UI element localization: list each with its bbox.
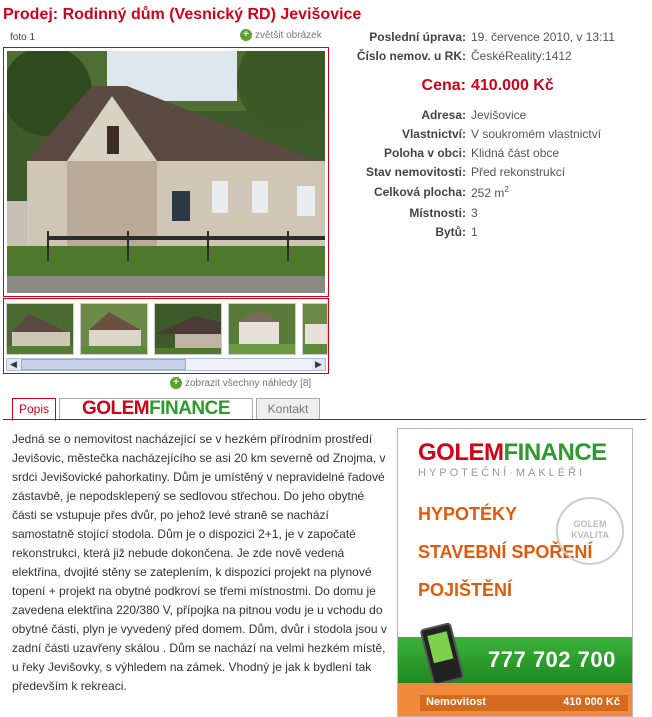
zoom-image-link[interactable]	[240, 29, 322, 41]
info-label: Poloha v obci:	[383, 146, 466, 160]
ad-brand-red: GOLEM	[418, 439, 504, 466]
info-label: Místnosti:	[409, 206, 466, 220]
thumbnail-5[interactable]	[302, 303, 328, 355]
golem-finance-ad[interactable]	[397, 428, 633, 717]
page-title: Prodej: Rodinný dům (Vesnický RD) Jevišovice	[3, 6, 362, 23]
info-ownership	[336, 127, 646, 143]
info-value: ČeskéReality:1412	[471, 49, 572, 63]
price-label: Cena:	[421, 77, 466, 94]
ad-item-pojisteni: POJIŠTĚNÍ	[418, 580, 513, 600]
info-value: V soukromém vlastnictví	[471, 127, 602, 141]
ad-bottom-band	[398, 683, 632, 717]
scroll-right-icon[interactable]: ▶	[312, 359, 325, 370]
info-label: Číslo nemov. u RK:	[356, 49, 466, 63]
scroll-left-icon[interactable]: ◀	[7, 359, 20, 370]
area-unit-sup: 2	[504, 185, 509, 194]
ad-quality-stamp: GOLEM KVALITA	[556, 497, 624, 565]
ad-phone-band	[398, 637, 632, 683]
info-label: Poslední úprava:	[369, 30, 466, 44]
ad-subtitle: HYPOTEČNÍ·MAKLÉŘI	[418, 467, 586, 479]
info-label: Adresa:	[421, 108, 466, 122]
tab-divider	[3, 419, 646, 420]
thumbnail-1[interactable]	[6, 303, 74, 355]
ad-price-row	[420, 695, 628, 711]
ad-brand	[418, 439, 607, 467]
info-flats	[336, 225, 646, 241]
show-all-thumbnails-link[interactable]	[170, 377, 311, 389]
info-label: Celková plocha:	[373, 185, 466, 199]
tab-popis[interactable]: Popis	[12, 398, 56, 421]
tab-golem-green: FINANCE	[149, 398, 231, 419]
area-value: 252 m	[471, 186, 505, 200]
ad-item-hypoteky: HYPOTÉKY	[418, 504, 518, 524]
main-photo-frame	[3, 47, 329, 297]
info-address	[336, 108, 646, 124]
info-label: Bytů:	[435, 225, 466, 239]
info-value: 19. července 2010, v 13:11	[471, 30, 615, 44]
info-ref-number	[336, 49, 646, 65]
info-area	[336, 185, 646, 201]
scrollbar-thumb[interactable]	[21, 359, 186, 370]
thumbnail-2[interactable]	[80, 303, 148, 355]
main-photo[interactable]	[7, 51, 325, 293]
tab-golem-finance[interactable]	[59, 398, 253, 420]
photo-label: foto 1	[10, 32, 36, 43]
info-value: Klidná část obce	[471, 146, 560, 160]
thumbnail-4[interactable]	[228, 303, 296, 355]
ad-brand-green: FINANCE	[503, 439, 607, 466]
info-location	[336, 146, 646, 162]
info-label: Stav nemovitosti:	[365, 165, 466, 179]
info-value: 1	[471, 225, 478, 239]
zoom-icon: +	[170, 377, 182, 389]
info-value	[471, 185, 509, 200]
phone-icon	[419, 622, 464, 686]
info-label: Vlastnictví:	[401, 127, 466, 141]
info-value: 3	[471, 206, 478, 220]
show-all-thumbnails-label: zobrazit všechny náhledy [8]	[185, 377, 312, 389]
thumbnail-3[interactable]	[154, 303, 222, 355]
info-rooms	[336, 206, 646, 222]
price-value: 410.000 Kč	[471, 77, 554, 94]
house-photo-image	[7, 51, 325, 293]
info-last-update	[336, 30, 646, 46]
info-value: Jevišovice	[471, 108, 527, 122]
ad-row-label: Nemovitost	[426, 696, 486, 708]
tab-kontakt[interactable]: Kontakt	[256, 398, 320, 420]
info-value: Před rekonstrukcí	[471, 165, 566, 179]
property-description: Jedná se o nemovitost nacházející se v hezkém přírodním prostředí Jevišovic, městečka nacházejícího se asi 20 km severně od Znojma, v srdci Jevišovické pahorkatiny. Dům je umístěný v nepravidelné řadové zástavbě, je nepodsklepený se sedlovou střechou. Do jeho obytné části se vstupuje přes dvůr, po jehož levé straně se nachází samostatně stojící stodola. Dům je o dispozici 2+1, je v započaté rekonstrukci, která již nebude dokončena. Je zde nově vedená elektřina, dvojité stěny se zateplením, k dispozici projekt na plynové topení + projekt na obytné podkroví se třemi místnostmi. Do domu je zavedena elektřina 220/380 V, přípojka na pitnou vodu je u vchodu do obytné části, plyn je vyvedený před domem. Dům, dvůr i stodola jsou v zadní části uzavřeny skálou . Dům se nachází na velmi hezkém místě, u řeky Jevišovky, s výhledem na zámek. Vhodný je jak k bydlení tak především k rekreaci.	[12, 432, 387, 693]
ad-row-value: 410 000 Kč	[563, 696, 620, 708]
thumbnail-scrollbar[interactable]	[6, 358, 326, 371]
tab-golem-red: GOLEM	[81, 398, 150, 419]
thumbnail-strip	[3, 298, 329, 374]
zoom-image-label: zvětšit obrázek	[255, 29, 322, 41]
info-condition	[336, 165, 646, 181]
ad-item-stavebni-sporeni: STAVEBNÍ SPOŘENÍ	[418, 542, 593, 562]
ad-phone-number: 777 702 700	[488, 647, 616, 672]
zoom-icon: +	[240, 29, 252, 41]
